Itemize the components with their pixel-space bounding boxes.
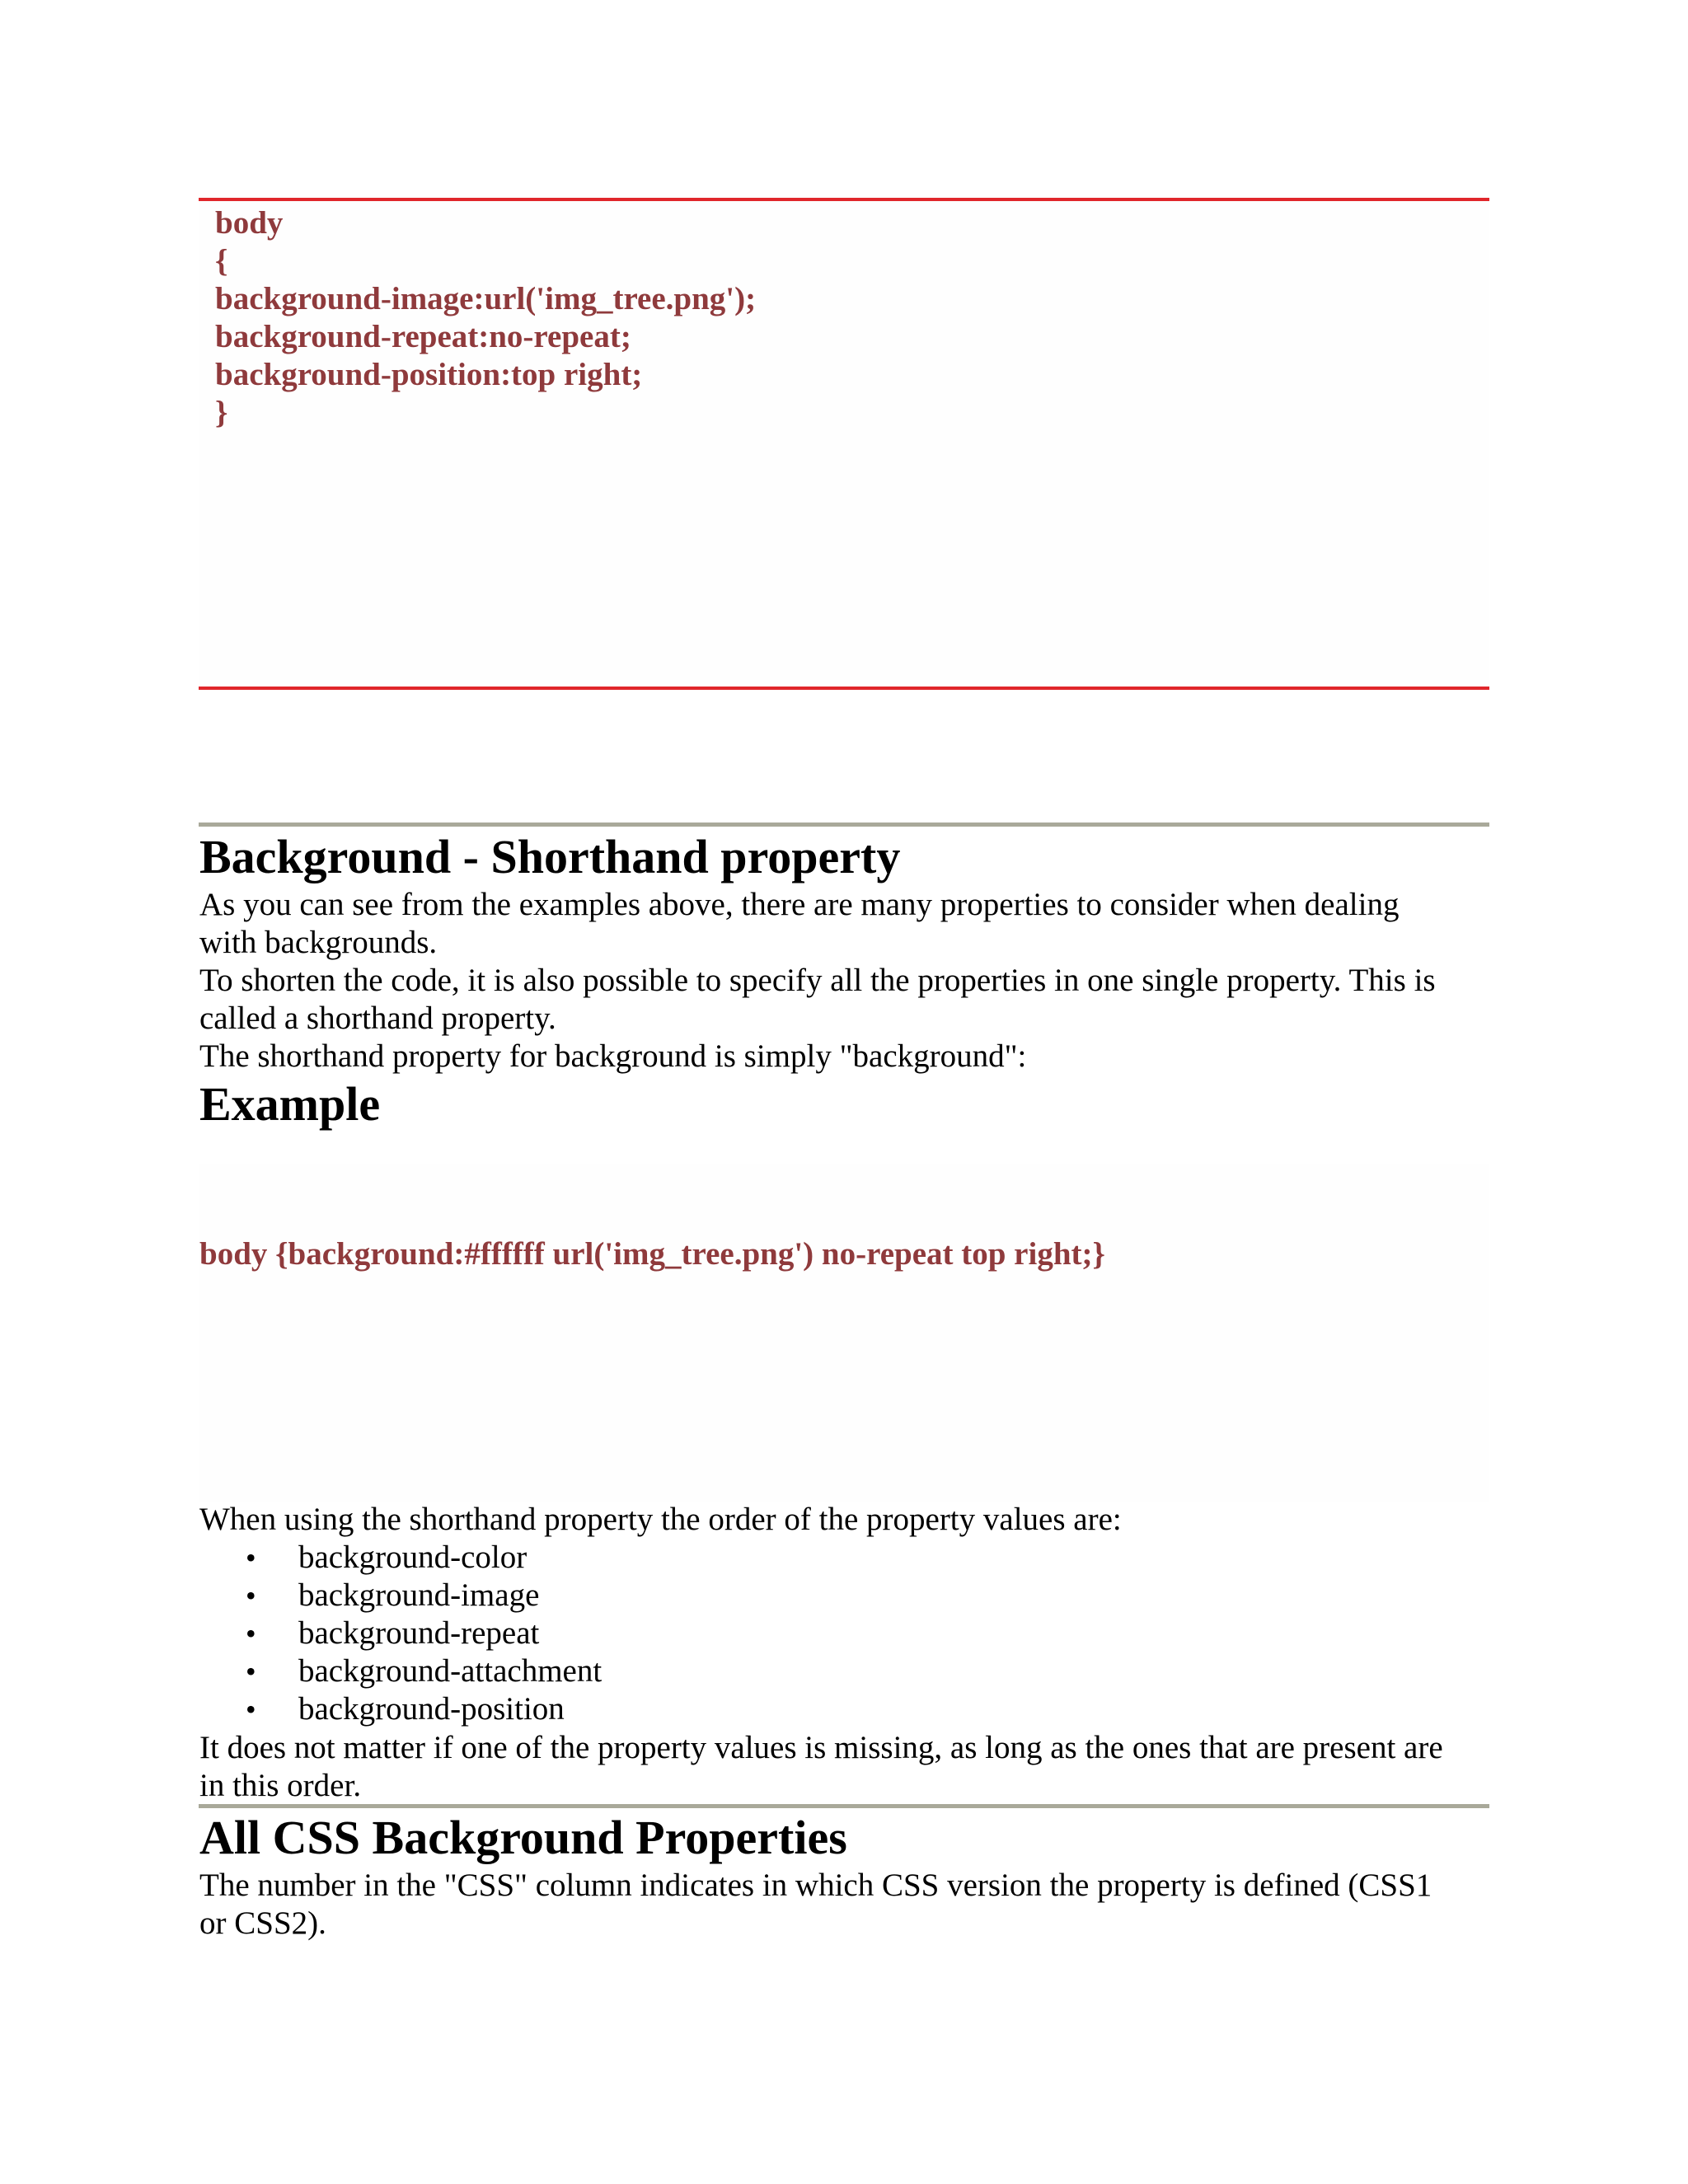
paragraph-line: The number in the "CSS" column indicates in which CSS version the property is defined (CSS1 [199, 1868, 1432, 1903]
paragraph-line: called a shorthand property. [199, 1001, 556, 1036]
bullet-icon: • [246, 1541, 256, 1574]
paragraph-line: To shorten the code, it is also possible to specify all the properties in one single property. This is [199, 963, 1436, 998]
example-area [199, 1164, 1489, 1502]
code-line: } [215, 395, 228, 430]
list-item: background-position [298, 1691, 565, 1727]
bullet-icon: • [246, 1617, 256, 1650]
code-line: background-repeat:no-repeat; [215, 319, 631, 354]
section-divider [199, 823, 1489, 827]
section-heading-all-properties: All CSS Background Properties [199, 1811, 847, 1864]
example-heading: Example [199, 1077, 381, 1131]
list-item: background-repeat [298, 1615, 540, 1651]
bullet-icon: • [246, 1579, 256, 1612]
section-divider [199, 1804, 1489, 1808]
example-code: body {background:#ffffff url('img_tree.png') no-repeat top right;} [199, 1236, 1105, 1272]
list-item: background-image [298, 1577, 540, 1613]
paragraph-line: with backgrounds. [199, 925, 438, 960]
paragraph-line: As you can see from the examples above, there are many properties to consider when dealing [199, 887, 1400, 922]
code-line: background-position:top right; [215, 357, 643, 392]
code-line: background-image:url('img_tree.png'); [215, 281, 757, 316]
paragraph-line: It does not matter if one of the property values is missing, as long as the ones that are present are [199, 1730, 1443, 1765]
list-intro: When using the shorthand property the order of the property values are: [199, 1502, 1122, 1537]
paragraph-line: in this order. [199, 1768, 362, 1803]
bullet-icon: • [246, 1693, 256, 1726]
paragraph-line: The shorthand property for background is simply "background": [199, 1038, 1027, 1074]
code-line: body [215, 205, 284, 241]
section-heading-shorthand: Background - Shorthand property [199, 830, 901, 883]
paragraph-line: or CSS2). [199, 1905, 326, 1941]
list-item: background-color [298, 1540, 528, 1575]
bullet-icon: • [246, 1655, 256, 1688]
code-line: { [215, 243, 228, 279]
code-example-box [199, 198, 1489, 690]
list-item: background-attachment [298, 1653, 603, 1689]
